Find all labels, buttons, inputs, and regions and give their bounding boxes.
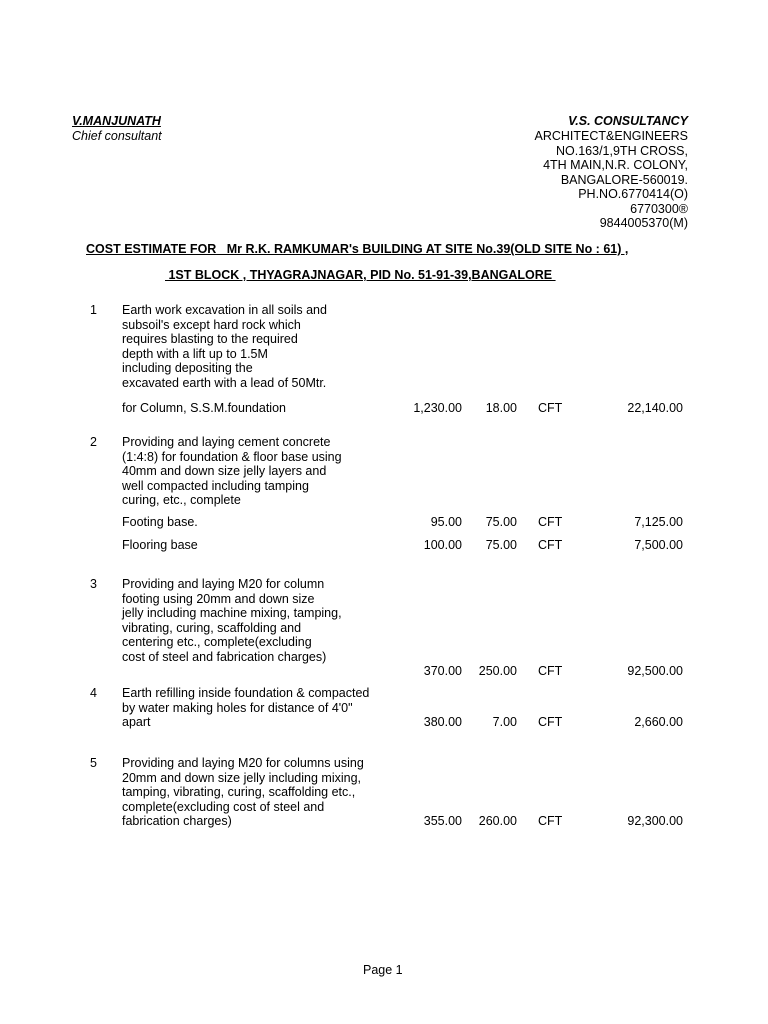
address-line: 9844005370(M) (599, 216, 688, 230)
description-line: jelly including machine mixing, tamping, (122, 606, 342, 620)
description-line: 40mm and down size jelly layers and (122, 464, 327, 478)
item-description (122, 686, 369, 730)
description-line: depth with a lift up to 1.5M (122, 346, 268, 361)
page-number: Page 1 (363, 963, 403, 977)
description-line: including depositing the (122, 361, 253, 375)
amount-cell: 7,500.00 (634, 538, 683, 552)
quantity-cell: 1,230.00 (413, 401, 462, 415)
consultant-role: Chief consultant (72, 129, 162, 143)
rate-cell: 260.00 (478, 814, 517, 828)
item-number: 5 (90, 756, 97, 770)
row-label: Flooring base (122, 538, 198, 552)
address-line: 6770300® (630, 201, 688, 216)
description-line: subsoil's except hard rock which (122, 317, 301, 332)
description-line: Providing and laying cement concrete (122, 435, 331, 449)
description-line: curing, etc., complete (122, 493, 241, 507)
item-number: 2 (90, 435, 97, 449)
item-number: 4 (90, 686, 97, 700)
amount-cell: 2,660.00 (634, 715, 683, 729)
quantity-cell: 380.00 (423, 715, 462, 729)
row-label: Footing base. (122, 515, 198, 529)
unit-cell: CFT (538, 664, 563, 678)
description-line: by water making holes for distance of 4'0" (122, 700, 353, 715)
item-description (122, 303, 327, 390)
description-line: vibrating, curing, scaffolding and (122, 620, 302, 635)
description-line: requires blasting to the required (122, 332, 298, 346)
description-line: 20mm and down size jelly including mixing, (122, 770, 362, 785)
description-line: fabrication charges) (122, 814, 232, 828)
consultant-name: V.MANJUNATH (72, 114, 161, 128)
description-line: Providing and laying M20 for columns using (122, 756, 364, 770)
unit-cell: CFT (538, 715, 563, 729)
description-line: (1:4:8) for foundation & floor base using (122, 449, 342, 464)
rate-cell: 18.00 (485, 401, 517, 415)
description-line: Earth work excavation in all soils and (122, 303, 327, 317)
unit-cell: CFT (538, 538, 563, 552)
amount-cell: 92,300.00 (627, 814, 683, 828)
amount-cell: 92,500.00 (627, 664, 683, 678)
description-line: footing using 20mm and down size (122, 591, 315, 606)
estimate-title-line1: COST ESTIMATE FOR Mr R.K. RAMKUMAR's BUILDING AT SITE No.39(OLD SITE No : 61) , (86, 242, 629, 256)
rate-cell: 7.00 (492, 715, 517, 729)
description-line: centering etc., complete(excluding (122, 635, 312, 649)
company-name: V.S. CONSULTANCY (568, 114, 688, 128)
address-line: BANGALORE-560019. (560, 172, 688, 187)
address-line: PH.NO.6770414(O) (578, 187, 688, 201)
rate-cell: 75.00 (485, 515, 517, 529)
address-line: NO.163/1,9TH CROSS, (556, 143, 688, 158)
item-number: 1 (90, 303, 97, 317)
description-line: apart (122, 715, 151, 729)
description-line: cost of steel and fabrication charges) (122, 649, 327, 664)
amount-cell: 7,125.00 (634, 515, 683, 529)
unit-cell: CFT (538, 401, 563, 415)
item-description (122, 577, 342, 664)
description-line: well compacted including tamping (122, 478, 309, 493)
description-line: Providing and laying M20 for column (122, 577, 325, 591)
item-number: 3 (90, 577, 97, 591)
estimate-title-line2: 1ST BLOCK , THYAGRAJNAGAR, PID No. 51-91-39,BANGALORE (165, 268, 556, 282)
row-label: for Column, S.S.M.foundation (122, 401, 286, 415)
rate-cell: 75.00 (485, 538, 517, 552)
quantity-cell: 100.00 (423, 538, 462, 552)
company-address (535, 129, 689, 231)
item-description (122, 756, 364, 829)
description-line: tamping, vibrating, curing, scaffolding etc., (122, 785, 356, 799)
quantity-cell: 370.00 (423, 664, 462, 678)
description-line: complete(excluding cost of steel and (122, 799, 325, 814)
rate-cell: 250.00 (478, 664, 517, 678)
amount-cell: 22,140.00 (627, 401, 683, 415)
quantity-cell: 355.00 (423, 814, 462, 828)
description-line: excavated earth with a lead of 50Mtr. (122, 375, 327, 390)
unit-cell: CFT (538, 515, 563, 529)
address-line: 4TH MAIN,N.R. COLONY, (543, 158, 688, 172)
quantity-cell: 95.00 (430, 515, 462, 529)
unit-cell: CFT (538, 814, 563, 828)
address-line: ARCHITECT&ENGINEERS (534, 129, 688, 143)
item-description (122, 435, 342, 508)
description-line: Earth refilling inside foundation & compacted (122, 686, 370, 700)
